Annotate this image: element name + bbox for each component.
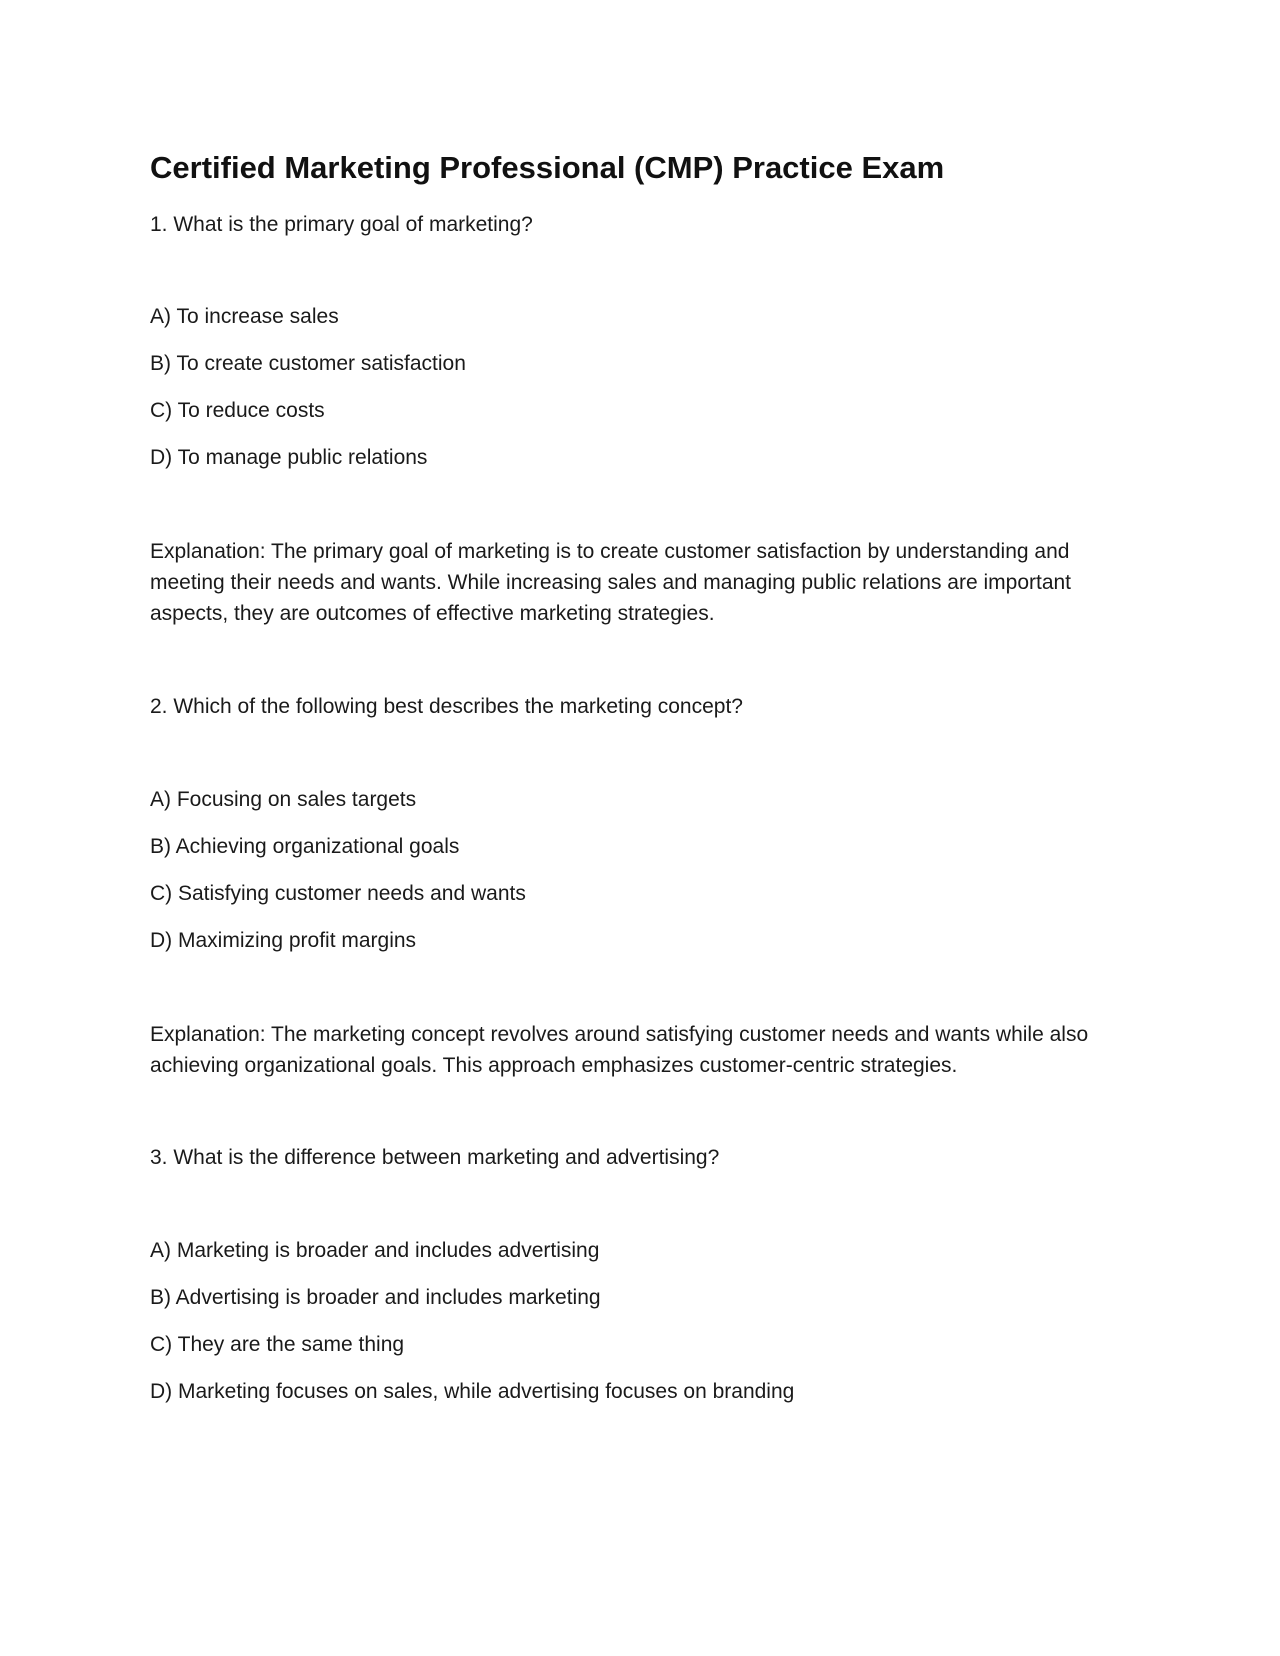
question-3-option-b: B) Advertising is broader and includes marketing <box>150 1286 601 1309</box>
question-3-option-d: D) Marketing focuses on sales, while advertising focuses on branding <box>150 1380 795 1403</box>
question-2-option-d: D) Maximizing profit margins <box>150 929 417 952</box>
question-1-text: 1. What is the primary goal of marketing? <box>150 213 533 236</box>
question-1-option-d: D) To manage public relations <box>150 446 428 469</box>
question-1-option-a: A) To increase sales <box>150 305 339 328</box>
question-2-option-c: C) Satisfying customer needs and wants <box>150 882 526 905</box>
question-1-explanation: Explanation: The primary goal of marketing is to create customer satisfaction by understanding and meeting their needs and wants. While increasing sales and managing public relations are important aspects, they are outcomes of effective marketing strategies. <box>150 540 1072 625</box>
question-3-option-c: C) They are the same thing <box>150 1333 405 1356</box>
question-2-option-b: B) Achieving organizational goals <box>150 835 460 858</box>
question-2-explanation: Explanation: The marketing concept revolves around satisfying customer needs and wants while also achieving organizational goals. This approach emphasizes customer-centric strategies. <box>150 1023 1089 1077</box>
question-2-option-a: A) Focusing on sales targets <box>150 788 417 811</box>
question-3-text: 3. What is the difference between marketing and advertising? <box>150 1146 720 1169</box>
question-2-text: 2. Which of the following best describes the marketing concept? <box>150 695 743 718</box>
page-title: Certified Marketing Professional (CMP) Practice Exam <box>150 150 945 185</box>
question-3-option-a: A) Marketing is broader and includes advertising <box>150 1239 600 1262</box>
question-1-option-b: B) To create customer satisfaction <box>150 352 466 375</box>
question-1-option-c: C) To reduce costs <box>150 399 325 422</box>
